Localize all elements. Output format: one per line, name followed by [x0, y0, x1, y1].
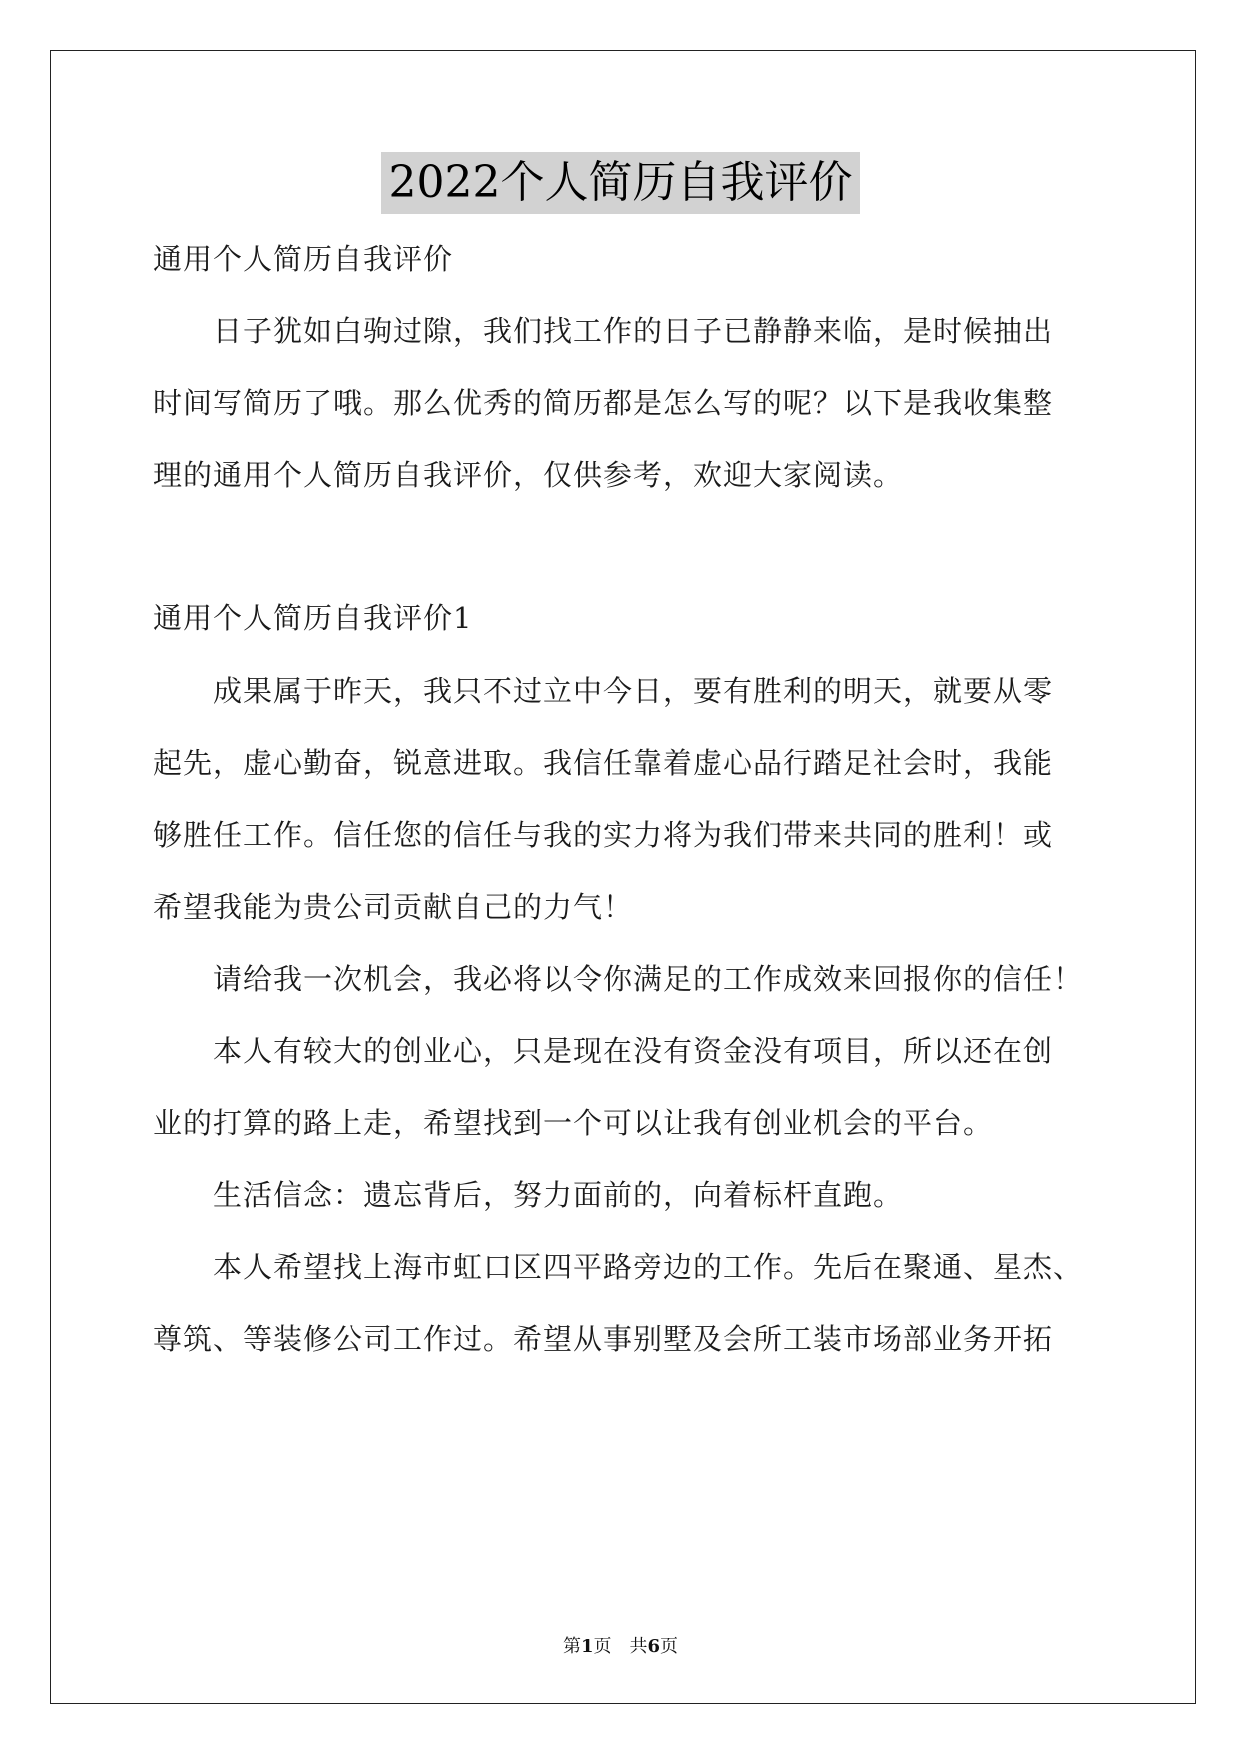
footer-page-suffix: 页 [660, 1636, 679, 1657]
footer-page-mid: 页 共 [593, 1636, 648, 1657]
section-heading: 通用个人简历自我评价 [153, 242, 454, 276]
footer-page-current: 1 [580, 1636, 594, 1657]
paragraph-line: 尊筑、等装修公司工作过。希望从事别墅及会所工装市场部业务开拓 [153, 1322, 1054, 1356]
paragraph-line: 希望我能为贵公司贡献自己的力气！ [153, 890, 634, 924]
page-border [50, 50, 1196, 1704]
paragraph-line: 够胜任工作。信任您的信任与我的实力将为我们带来共同的胜利！或 [153, 818, 1054, 852]
footer-page-total: 6 [647, 1636, 661, 1657]
paragraph-line: 时间写简历了哦。那么优秀的简历都是怎么写的呢？以下是我收集整 [153, 386, 1054, 420]
paragraph-line: 业的打算的路上走，希望找到一个可以让我有创业机会的平台。 [153, 1106, 994, 1140]
paragraph-line: 本人希望找上海市虹口区四平路旁边的工作。先后在聚通、星杰、 [153, 1250, 1084, 1284]
paragraph-line: 起先，虚心勤奋，锐意进取。我信任靠着虚心品行踏足社会时，我能 [153, 746, 1054, 780]
paragraph-line: 本人有较大的创业心，只是现在没有资金没有项目，所以还在创 [153, 1034, 1054, 1068]
paragraph-line: 日子犹如白驹过隙，我们找工作的日子已静静来临，是时候抽出 [153, 314, 1054, 348]
paragraph-line: 成果属于昨天，我只不过立中今日，要有胜利的明天，就要从零 [153, 674, 1054, 708]
document-title: 2022个人简历自我评价 [381, 152, 861, 214]
paragraph-line: 理的通用个人简历自我评价，仅供参考，欢迎大家阅读。 [153, 458, 904, 492]
section-heading: 通用个人简历自我评价1 [153, 601, 473, 635]
paragraph-line: 生活信念：遗忘背后，努力面前的，向着标杆直跑。 [153, 1178, 904, 1212]
title-container [0, 152, 1241, 214]
footer-page-prefix: 第 [562, 1636, 581, 1657]
page-footer [0, 1632, 1241, 1658]
paragraph-line: 请给我一次机会，我必将以令你满足的工作成效来回报你的信任！ [153, 962, 1084, 996]
